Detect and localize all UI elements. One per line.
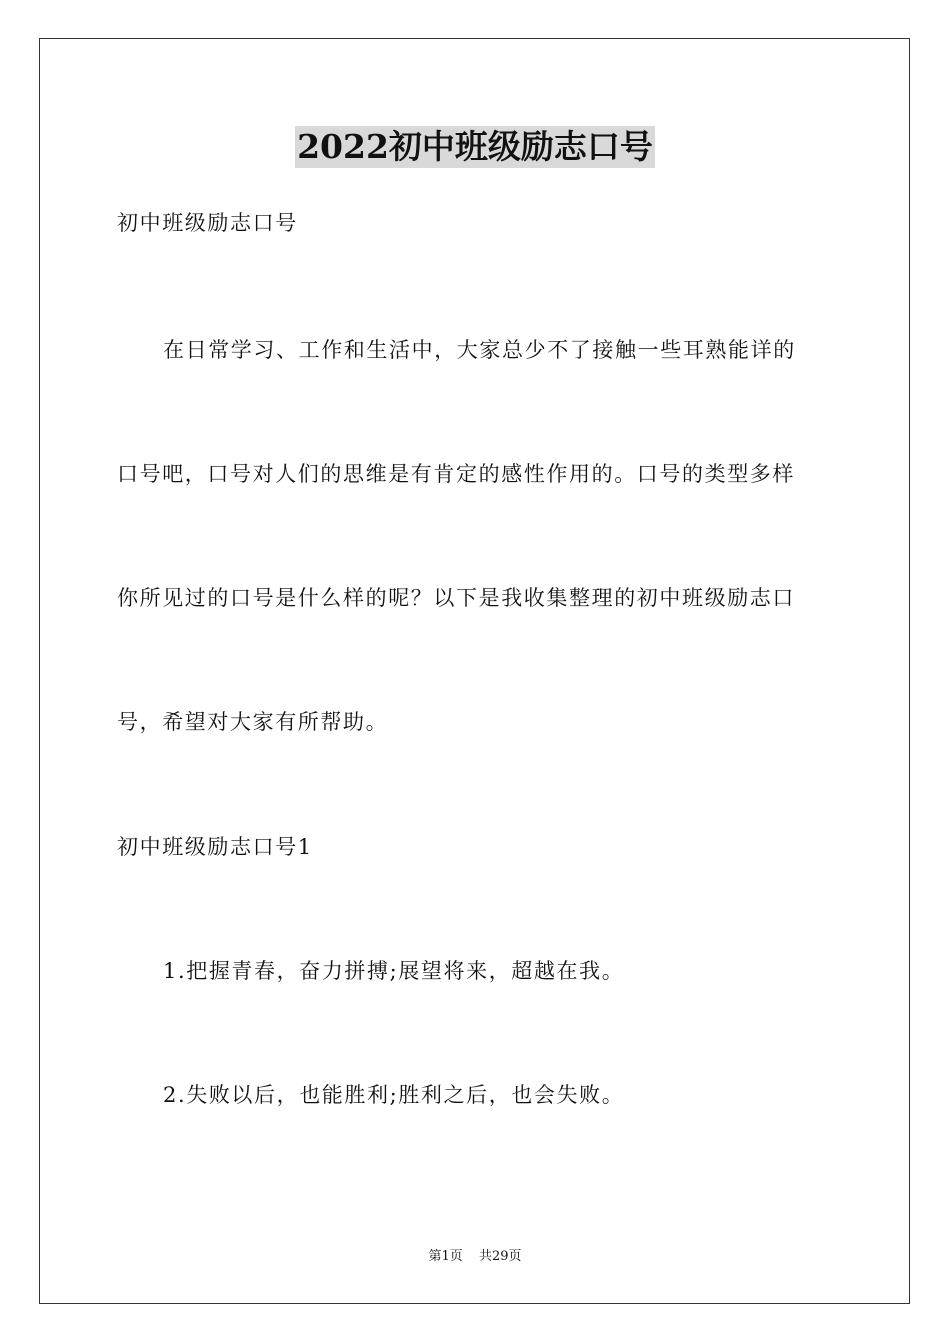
intro-line-1: 在日常学习、工作和生活中，大家总少不了接触一些耳熟能详的 xyxy=(163,338,796,362)
page-footer xyxy=(0,1248,950,1266)
list-item-2: 2.失败以后，也能胜利;胜利之后，也会失败。 xyxy=(163,1083,625,1107)
section-heading: 初中班级励志口号1 xyxy=(117,835,313,859)
list-item-1: 1.把握青春，奋力拼搏;展望将来，超越在我。 xyxy=(163,959,625,983)
page-number-total: 共29页 xyxy=(478,1249,522,1264)
intro-line-3: 你所见过的口号是什么样的呢？以下是我收集整理的初中班级励志口 xyxy=(117,586,795,610)
document-subtitle: 初中班级励志口号 xyxy=(117,211,298,235)
intro-line-2: 口号吧，口号对人们的思维是有肯定的感性作用的。口号的类型多样 xyxy=(117,462,795,486)
intro-line-4: 号，希望对大家有所帮助。 xyxy=(117,710,389,734)
document-title: 2022初中班级励志口号 xyxy=(297,127,653,166)
page-number-current: 第1页 xyxy=(428,1249,463,1264)
title-container xyxy=(0,126,950,168)
